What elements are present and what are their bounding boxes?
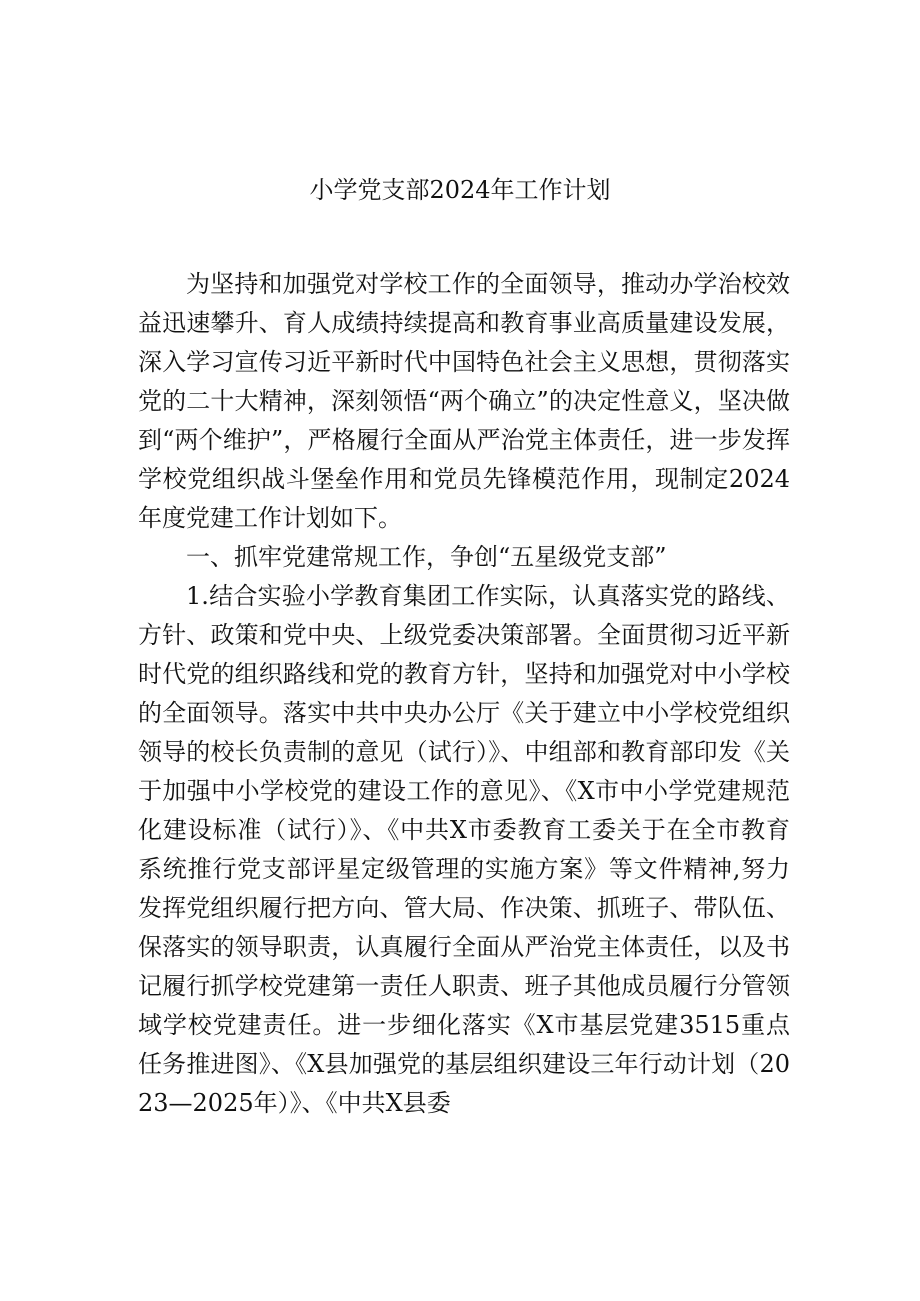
section-heading: 一、抓牢党建常规工作，争创“五星级党支部” (186, 543, 667, 571)
document-title: 小学党支部2024年工作计划 (309, 176, 611, 204)
document-body (138, 265, 790, 1123)
intro-paragraph: 为坚持和加强党对学校工作的全面领导，推动办学治校效益迅速攀升、育人成绩持续提高和教育事业高质量建设发展，深入学习宣传习近平新时代中国特色社会主义思想，贯彻落实党的二十大精神，深刻领悟“两个确立”的决定性意义，坚决做到“两个维护”，严格履行全面从严治党主体责任，进一步发挥学校党组织战斗堡垒作用和党员先锋模范作用，现制定2024年度党建工作计划如下。 (138, 270, 790, 532)
section-item-paragraph: 1.结合实验小学教育集团工作实际，认真落实党的路线、方针、政策和党中央、上级党委决策部署。全面贯彻习近平新时代党的组织路线和党的教育方针，坚持和加强党对中小学校的全面领导。落实中共中央办公厅《关于建立中小学校党组织领导的校长负责制的意见（试行）》、中组部和教育部印发《关于加强中小学校党的建设工作的意见》、《X市中小学党建规范化建设标准（试行）》、《中共X市委教育工委关于在全市教育系统推行党支部评星定级管理的实施方案》等文件精神,努力发挥党组织履行把方向、管大局、作决策、抓班子、带队伍、保落实的领导职责，认真履行全面从严治党主体责任，以及书记履行抓学校党建第一责任人职责、班子其他成员履行分管领域学校党建责任。进一步细化落实《X市基层党建3515重点任务推进图》、《X县加强党的基层组织建设三年行动计划（2023—2025年）》、《中共X县委 (138, 582, 790, 1117)
